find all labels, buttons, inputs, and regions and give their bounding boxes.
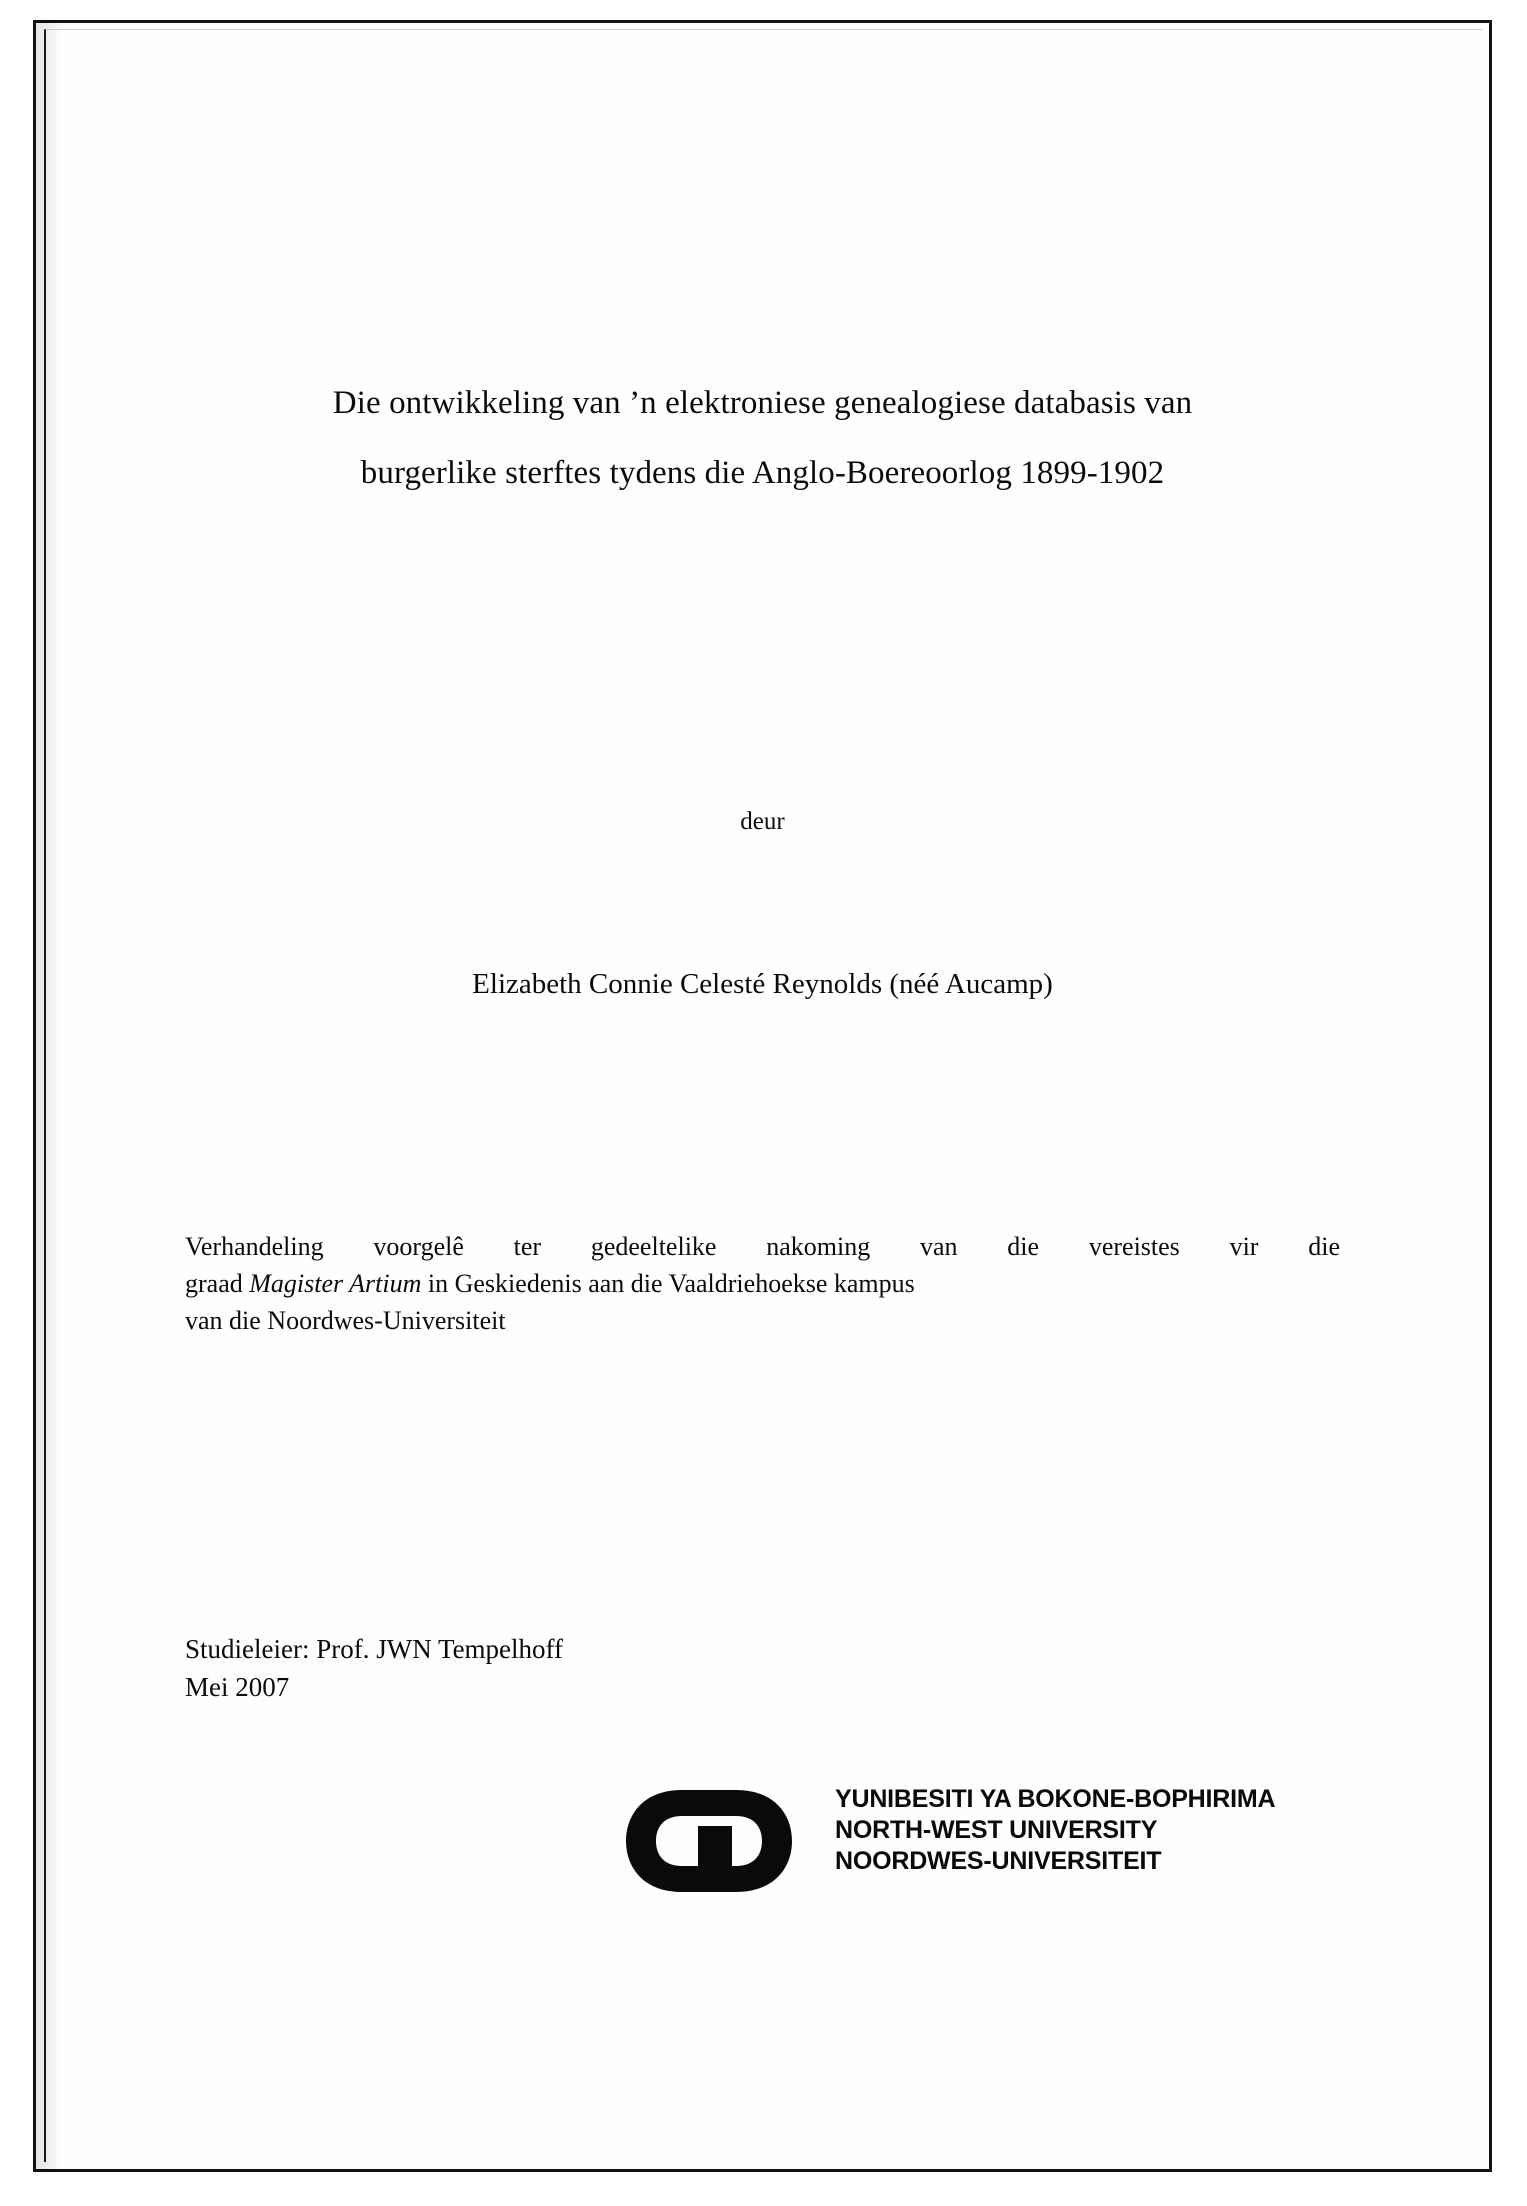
page-title [190,368,1335,508]
submission-date: Mei 2007 [185,1672,290,1702]
degree-statement-line-1: Verhandeling voorgelê ter gedeeltelike nakoming van die vereistes vir die [185,1232,1340,1261]
title-line-2: burgerlike sterftes tydens die Anglo-Boereoorlog 1899-1902 [360,455,1165,491]
degree-statement-line-2-suffix: in Geskiedenis aan die Vaaldriehoekse kampus [421,1269,915,1298]
degree-statement [185,1228,1340,1339]
university-logo-text [835,1784,1275,1877]
by-label: deur [740,808,785,835]
logo-line-1: YUNIBESITI YA BOKONE-BOPHIRIMA [835,1785,1276,1813]
title-line-1: Die ontwikkeling van ’n elektroniese genealogiese databasis van [332,385,1193,421]
title-page-content [150,0,1370,2206]
nwu-logo-icon [620,1782,820,1900]
author-name: Elizabeth Connie Celesté Reynolds (néé Aucamp) [472,968,1053,1000]
degree-name: Magister Artium [249,1269,422,1298]
degree-statement-line-2 [185,1265,1340,1302]
supervisor-block [185,1630,1185,1706]
university-logo [460,1780,1276,1910]
degree-statement-line-3: van die Noordwes-Universiteit [185,1306,506,1335]
degree-statement-line-2-prefix: graad [185,1269,250,1298]
logo-line-2: NORTH-WEST UNIVERSITY [835,1816,1158,1844]
supervisor-name: Studieleier: Prof. JWN Tempelhoff [185,1634,564,1664]
logo-line-3: NOORDWES-UNIVERSITEIT [835,1847,1162,1875]
